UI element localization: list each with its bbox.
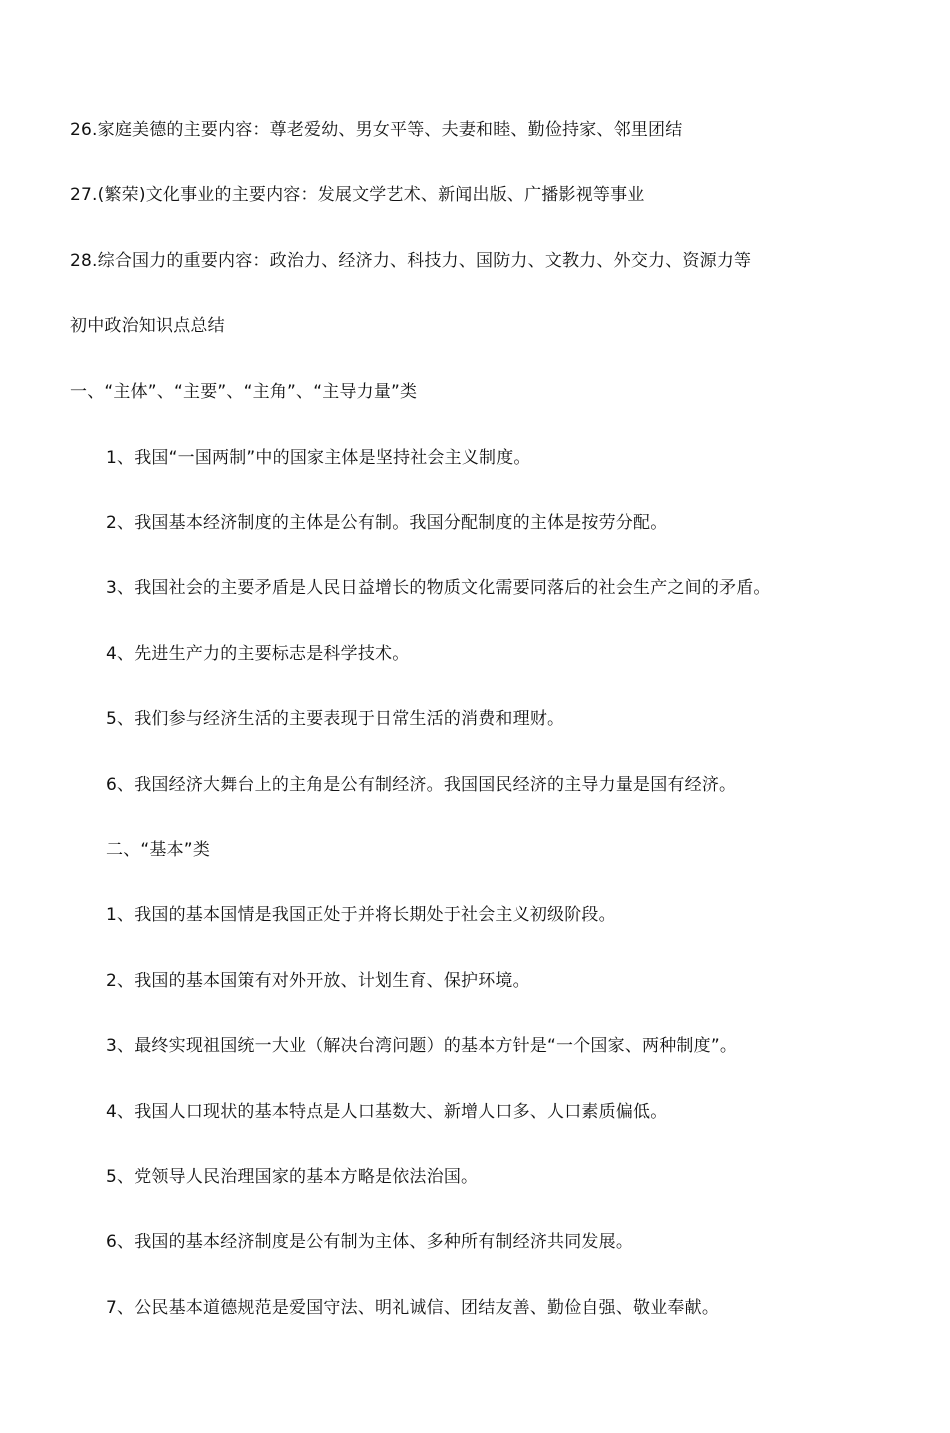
section-2-item: 4、我国人口现状的基本特点是人口基数大、新增人口多、人口素质偏低。	[106, 1102, 668, 1122]
document-title: 初中政治知识点总结	[70, 316, 225, 336]
section-2-item: 2、我国的基本国策有对外开放、计划生育、保护环境。	[106, 971, 530, 991]
intro-item-27: 27.(繁荣)文化事业的主要内容：发展文学艺术、新闻出版、广播影视等事业	[70, 185, 645, 205]
section-1-heading: 一、“主体”、“主要”、“主角”、“主导力量”类	[70, 382, 418, 402]
section-2-heading: 二、“基本”类	[106, 840, 211, 860]
section-1-item: 4、先进生产力的主要标志是科学技术。	[106, 644, 410, 664]
intro-item-28: 28.综合国力的重要内容：政治力、经济力、科技力、国防力、文教力、外交力、资源力等	[70, 251, 752, 271]
section-1-item: 3、我国社会的主要矛盾是人民日益增长的物质文化需要同落后的社会生产之间的矛盾。	[106, 578, 771, 598]
section-2-item: 7、公民基本道德规范是爱国守法、明礼诚信、团结友善、勤俭自强、敬业奉献。	[106, 1298, 720, 1318]
section-1-item: 1、我国“一国两制”中的国家主体是坚持社会主义制度。	[106, 448, 531, 468]
section-1-item: 5、我们参与经济生活的主要表现于日常生活的消费和理财。	[106, 709, 565, 729]
section-2-item: 1、我国的基本国情是我国正处于并将长期处于社会主义初级阶段。	[106, 905, 616, 925]
section-1-item: 2、我国基本经济制度的主体是公有制。我国分配制度的主体是按劳分配。	[106, 513, 668, 533]
section-2-item: 5、党领导人民治理国家的基本方略是依法治国。	[106, 1167, 479, 1187]
section-1-item: 6、我国经济大舞台上的主角是公有制经济。我国国民经济的主导力量是国有经济。	[106, 775, 737, 795]
section-2-item: 6、我国的基本经济制度是公有制为主体、多种所有制经济共同发展。	[106, 1232, 634, 1252]
intro-item-26: 26.家庭美德的主要内容：尊老爱幼、男女平等、夫妻和睦、勤俭持家、邻里团结	[70, 120, 683, 140]
section-2-item: 3、最终实现祖国统一大业（解决台湾问题）的基本方针是“一个国家、两种制度”。	[106, 1036, 738, 1056]
